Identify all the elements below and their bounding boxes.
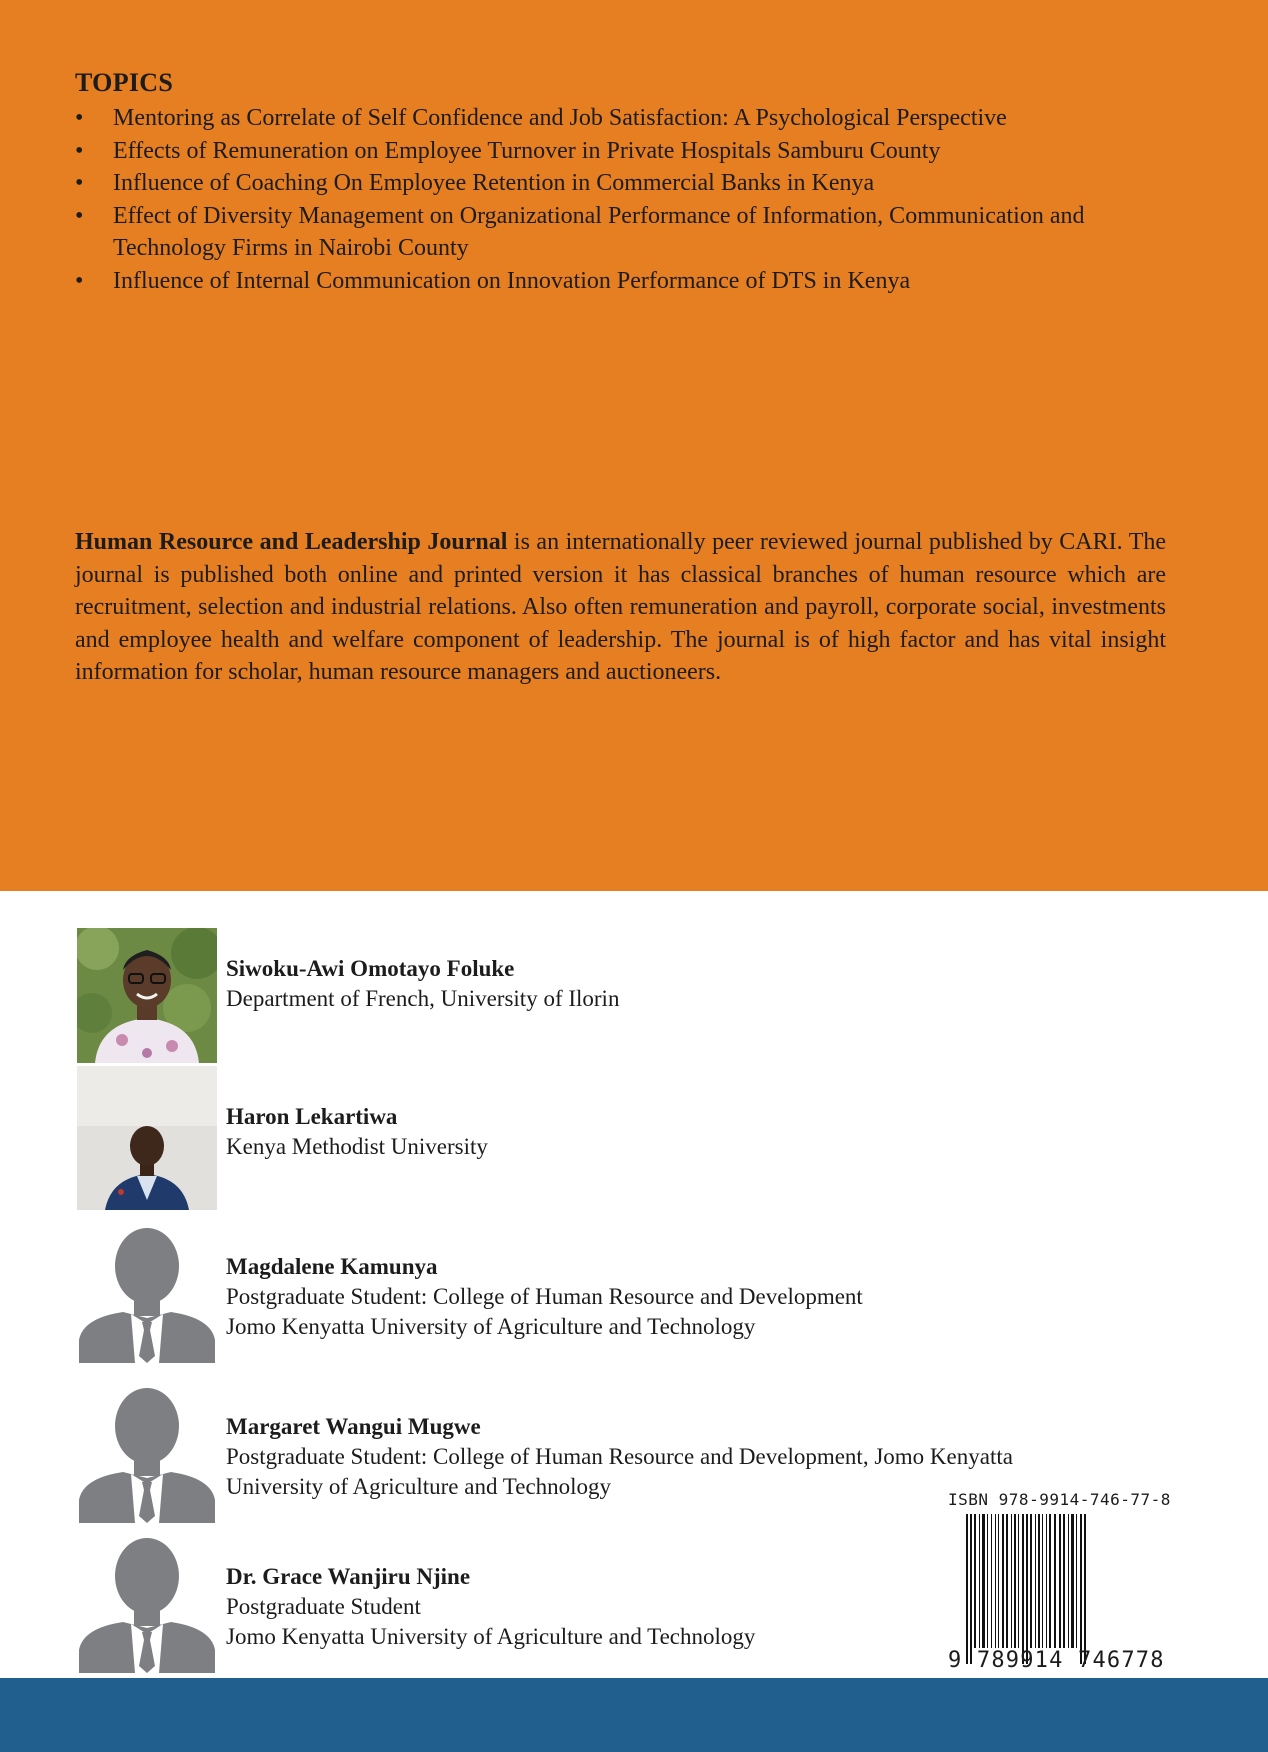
silhouette-avatar-icon [77,1388,217,1523]
journal-description [75,526,1166,689]
author-photo [77,928,217,1063]
isbn-barcode [948,1490,1170,1674]
author-affiliation: Jomo Kenyatta University of Agriculture and Technology [226,1624,756,1649]
author-name: Margaret Wangui Mugwe [226,1414,481,1439]
author-info [226,954,619,1014]
bullet-icon: • [75,137,84,164]
topic-item [75,200,1170,265]
author-info [226,1562,755,1652]
topic-text: Effects of Remuneration on Employee Turnover in Private Hospitals Samburu County [113,137,941,164]
author-affiliation: Jomo Kenyatta University of Agriculture and Technology [226,1314,756,1339]
silhouette-avatar-icon [77,1538,217,1673]
author-info [226,1252,863,1342]
author-affiliation: Kenya Methodist University [226,1134,488,1159]
topic-item [75,135,1170,168]
isbn-digits: 9 789914 746778 [948,1648,1165,1673]
topic-text: Influence of Internal Communication on Innovation Performance of DTS in Kenya [113,267,911,294]
footer-bar [0,1678,1268,1752]
author-info [226,1102,488,1162]
author-entry [77,1538,1077,1678]
topics-heading: TOPICS [75,68,174,97]
author-affiliation: Postgraduate Student [226,1594,421,1619]
author-info [226,1412,1013,1502]
bullet-icon: • [75,105,84,131]
silhouette-avatar-icon [77,1228,217,1363]
author-affiliation: University of Agriculture and Technology [226,1474,612,1499]
author-name: Siwoku-Awi Omotayo Foluke [226,956,515,981]
topic-text: Effect of Diversity Management on Organizational Performance of Information, Communication and Technology Firms in Nairobi County [113,202,1085,261]
author-affiliation: Postgraduate Student: College of Human Resource and Development [226,1284,863,1309]
author-affiliation: Postgraduate Student: College of Human Resource and Development, Jomo Kenyatta [226,1444,1013,1469]
bullet-icon: • [75,170,84,196]
bullet-icon: • [75,202,84,229]
author-name: Haron Lekartiwa [226,1104,398,1129]
author-name: Magdalene Kamunya [226,1254,438,1279]
author-affiliation: Department of French, University of Ilorin [226,986,620,1011]
topic-text: Influence of Coaching On Employee Retention in Commercial Banks in Kenya [113,170,875,196]
topic-text: Mentoring as Correlate of Self Confidence and Job Satisfaction: A Psychological Perspective [113,105,1007,131]
author-entry [77,1388,1077,1528]
bullet-icon: • [75,267,84,294]
journal-name: Human Resource and Leadership Journal [75,529,508,555]
author-entry [77,1066,1077,1206]
author-entry [77,1228,1077,1368]
topic-item [75,265,1170,298]
topics-list [75,102,1170,297]
author-photo [77,1066,217,1210]
journal-description-text: is an internationally peer reviewed journal published by CARI. The journal is published both online and printed version it has classical branches of human resource which are recruitment, selection and industrial relations. Also often remuneration and payroll, corporate social, investments and employee health and welfare component of leadership. The journal is of high factor and has vital insight information for scholar, human resource managers and auctioneers. [75,529,1166,685]
author-name: Dr. Grace Wanjiru Njine [226,1564,471,1589]
topic-item [75,102,1170,135]
author-entry [77,928,1077,1068]
topics-section [75,68,1170,297]
topic-item [75,167,1170,200]
isbn-label: ISBN 978-9914-746-77-8 [948,1490,1171,1509]
